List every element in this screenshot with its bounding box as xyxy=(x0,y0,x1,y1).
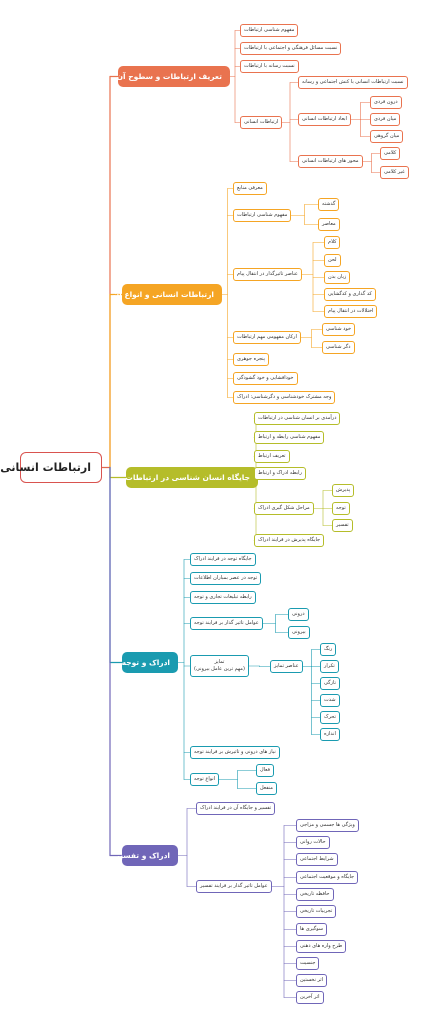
topic-b5-2-11[interactable]: اثر آخرین xyxy=(296,991,324,1004)
topic-b4-3[interactable]: رابطه تبلیغات تجاری و توجه xyxy=(190,591,256,604)
topic-b2-2-2[interactable]: معاصر xyxy=(318,218,340,231)
topic-b5-2-9[interactable]: جنسیت xyxy=(296,957,319,970)
topic-b1-4-3[interactable]: محور های ارتباطات انسانی xyxy=(298,155,363,168)
topic-b1-3[interactable]: نسبت رسانه با ارتباطات xyxy=(240,60,299,73)
topic-b1-4-2-2[interactable]: میان فردی xyxy=(370,113,400,126)
topic-b4-4-1[interactable]: درونی xyxy=(288,608,309,621)
topic-b1-2[interactable]: نسبت مسائل فرهنگی و اجتماعی با ارتباطات xyxy=(240,42,341,55)
topic-b2-6[interactable]: خودافشایی و خود گشودگی xyxy=(233,372,298,385)
topic-b2-7[interactable]: وجه مشترک خودشناسی و دگرشناسی: ادراک xyxy=(233,391,335,404)
topic-sublabel: (مهم ترین عامل بیرونی) xyxy=(194,666,245,672)
topic-b5-2-1[interactable]: ویژگی ها جسمی و مزاجی xyxy=(296,819,359,832)
topic-b5-2[interactable]: عوامل تاثیر گذار بر فرایند تفسیر xyxy=(196,880,272,893)
topic-b2-3[interactable]: عناصر تاثیرگذار در انتقال پیام xyxy=(233,268,302,281)
topic-b4-1[interactable]: جایگاه توجه در فرایند ادراک xyxy=(190,553,256,566)
topic-b4-7[interactable]: انواع توجه xyxy=(190,773,219,786)
topic-b1-4-2-1[interactable]: درون فردی xyxy=(370,96,402,109)
topic-b5-2-10[interactable]: اثر نخستین xyxy=(296,974,327,987)
topic-b4-5-1-4[interactable]: شدت xyxy=(320,694,340,707)
branch-b5[interactable]: ادراک و تفسیر xyxy=(122,845,178,866)
topic-b4-5-1-5[interactable]: تحرک xyxy=(320,711,340,724)
topic-b4-4-2[interactable]: بیرونی xyxy=(288,626,310,639)
topic-b4-5-1-2[interactable]: تکرار xyxy=(320,660,339,673)
topic-b2-4-1[interactable]: خود شناسی xyxy=(322,323,355,336)
topic-b3-4[interactable]: رابطه ادراک و ارتباط xyxy=(254,467,306,480)
topic-b3-3[interactable]: تعریف ارتباط xyxy=(254,450,290,463)
branch-b3[interactable]: جایگاه انسان شناسی در ارتباطات xyxy=(126,467,258,488)
topic-b4-7-2[interactable]: منفعل xyxy=(256,782,277,795)
topic-b5-2-8[interactable]: طرح واره های ذهنی xyxy=(296,940,346,953)
topic-b5-2-7[interactable]: سوگیری ها xyxy=(296,923,327,936)
topic-b2-3-5[interactable]: اختلالات در انتقال پیام xyxy=(324,305,377,318)
topic-b4-2[interactable]: توجه در عصر بمباران اطلاعات xyxy=(190,572,261,585)
topic-b5-2-4[interactable]: جایگاه و موقعیت اجتماعی xyxy=(296,871,358,884)
topic-b2-3-2[interactable]: لحن xyxy=(324,254,341,267)
topic-b2-3-1[interactable]: کلام xyxy=(324,236,340,249)
topic-b4-5-1-1[interactable]: رنگ xyxy=(320,643,336,656)
topic-b1-4[interactable]: ارتباطات انسانی xyxy=(240,116,282,129)
topic-b4-7-1[interactable]: فعال xyxy=(256,764,274,777)
topic-b4-5-1-3[interactable]: تازگی xyxy=(320,677,340,690)
topic-b1-1[interactable]: مفهوم شناسی ارتباطات xyxy=(240,24,298,37)
topic-b3-5[interactable]: مراحل شکل گیری ادراک xyxy=(254,502,314,515)
topic-b1-4-1[interactable]: نسبت ارتباطات انسانی با کنش اجتماعی و رسانه xyxy=(298,76,408,89)
topic-b2-2-1[interactable]: گذشته xyxy=(318,198,339,211)
topic-b1-4-2[interactable]: ابعاد ارتباطات انسانی xyxy=(298,113,351,126)
topic-b4-5[interactable] xyxy=(190,655,249,677)
topic-b3-5-3[interactable]: تفسیر xyxy=(332,519,353,532)
topic-b5-2-3[interactable]: شرایط اجتماعی xyxy=(296,853,338,866)
topic-b4-5-1[interactable]: عناصر تمایز xyxy=(270,660,303,673)
topic-b2-3-3[interactable]: زبان بدن xyxy=(324,271,350,284)
topic-b5-2-6[interactable]: تجربیات تاریخی xyxy=(296,905,336,918)
topic-b3-6[interactable]: جایگاه پذیرش در فرایند ادراک xyxy=(254,534,324,547)
topic-b5-2-5[interactable]: حافظه تاریخی xyxy=(296,888,334,901)
topic-b1-4-2-3[interactable]: میان گروهی xyxy=(370,130,403,143)
topic-b2-1[interactable]: معرفی منابع xyxy=(233,182,267,195)
root-topic[interactable]: ارتباطات انسانی xyxy=(20,452,102,483)
topic-b1-4-3-1[interactable]: کلامی xyxy=(380,147,400,160)
topic-b5-1[interactable]: تفسیر و جایگاه آن در فرایند ادراک xyxy=(196,802,275,815)
topic-label: تمایز xyxy=(214,659,225,665)
topic-b3-5-1[interactable]: پذیرش xyxy=(332,484,354,497)
branch-b4[interactable]: ادراک و توجه xyxy=(122,652,178,673)
branch-b1[interactable]: تعریف ارتباطات و سطوح آن xyxy=(118,66,230,87)
topic-b3-1[interactable]: درآمدی بر انسان شناسی در ارتباطات xyxy=(254,412,340,425)
topic-b2-3-4[interactable]: کد گذاری و کدگشایی xyxy=(324,288,376,301)
topic-b3-5-2[interactable]: توجه xyxy=(332,502,350,515)
topic-b4-4[interactable]: عوامل تاثیر گذار بر فرایند توجه xyxy=(190,617,263,630)
branch-b2[interactable]: ارتباطات انسانی و انواع آن xyxy=(122,284,222,305)
topic-b4-6[interactable]: نیاز های درونی و تاثیرش بر فرایند توجه xyxy=(190,746,280,759)
topic-b3-2[interactable]: مفهوم شناسی رابطه و ارتباط xyxy=(254,431,324,444)
topic-b2-2[interactable]: مفهوم شناسی ارتباطات xyxy=(233,209,291,222)
topic-b4-5-1-6[interactable]: اندازه xyxy=(320,728,340,741)
topic-b1-4-3-2[interactable]: غیر کلامی xyxy=(380,166,409,179)
topic-b5-2-2[interactable]: حالات روانی xyxy=(296,836,330,849)
topic-b2-5[interactable]: پنجره جوهری xyxy=(233,353,269,366)
topic-b2-4[interactable]: ارکان مفهومی مهم ارتباطات xyxy=(233,331,301,344)
topic-b2-4-2[interactable]: دگر شناسی xyxy=(322,341,355,354)
